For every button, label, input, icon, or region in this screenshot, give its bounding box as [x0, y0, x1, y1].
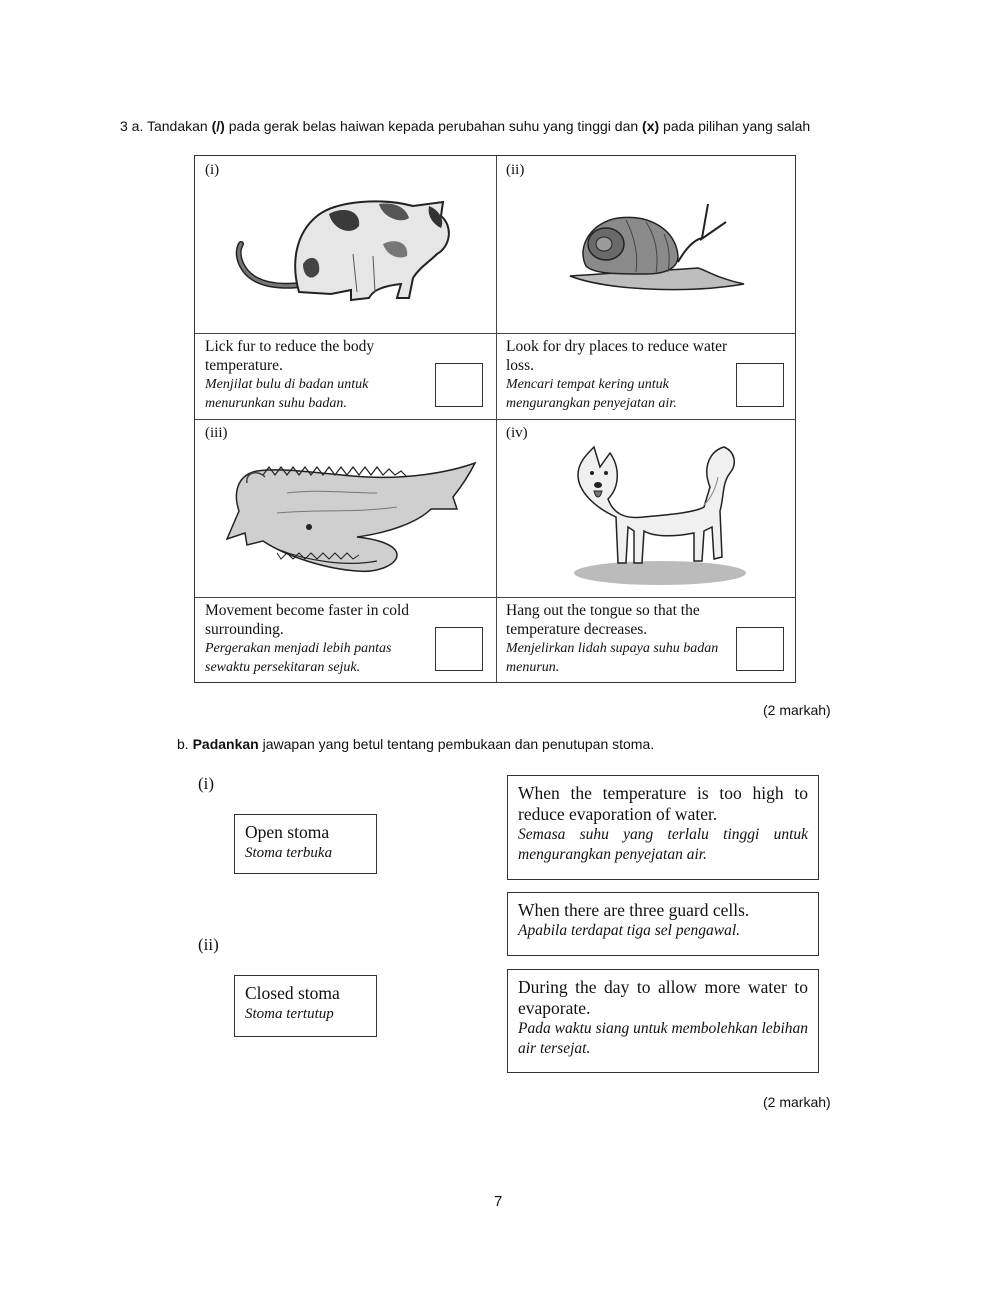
answer-box-ii[interactable]: [736, 363, 784, 407]
cell-ii-description: [496, 333, 797, 419]
snail-image: [566, 200, 746, 300]
option-my: Apabila terdapat tiga sel pengawal.: [518, 922, 741, 939]
cat-image: [233, 194, 463, 304]
question-3a-instruction: 3 a. Tandakan (/) pada gerak belas haiwan kepada perubahan suhu yang tinggi dan (x) pada pilihan yang salah: [120, 118, 811, 134]
page-number: 7: [494, 1193, 503, 1210]
cell-label: (i): [205, 162, 220, 178]
option-box-1[interactable]: [507, 775, 819, 880]
description-en: Movement become faster in cold surrounding.: [205, 602, 410, 638]
marks-3b: (2 markah): [763, 1094, 831, 1110]
description-my: Menjelirkan lidah supaya suhu badan menurun.: [506, 641, 719, 675]
item-my: Stoma tertutup: [245, 1006, 334, 1022]
answer-box-iv[interactable]: [736, 627, 784, 671]
open-stoma-box[interactable]: [234, 814, 377, 874]
cell-label: (iv): [506, 425, 528, 441]
description-en: Lick fur to reduce the body temperature.: [205, 338, 375, 374]
option-box-3[interactable]: [507, 969, 819, 1073]
cell-i-description: [195, 333, 496, 419]
item-label-i: (i): [198, 774, 215, 793]
closed-stoma-box[interactable]: [234, 975, 377, 1037]
description-en: Look for dry places to reduce water loss.: [506, 338, 728, 374]
marks-3a: (2 markah): [763, 702, 831, 718]
cell-i-image: [195, 156, 496, 333]
item-en: Open stoma: [245, 822, 330, 842]
option-en: When the temperature is too high to reduce evaporation of water.: [518, 783, 808, 824]
answer-box-i[interactable]: [435, 363, 483, 407]
cell-ii-image: [496, 156, 797, 333]
option-en: When there are three guard cells.: [518, 900, 750, 920]
cell-iv-image: [496, 419, 797, 597]
cell-iv-description: [496, 597, 797, 684]
description-my: Pergerakan menjadi lebih pantas sewaktu persekitaran sejuk.: [205, 641, 392, 675]
answer-box-iii[interactable]: [435, 627, 483, 671]
animal-response-table: [194, 155, 796, 683]
cell-iii-description: [195, 597, 496, 684]
crocodile-image: [217, 453, 479, 583]
cell-iii-image: [195, 419, 496, 597]
item-label-ii: (ii): [198, 935, 219, 954]
cell-label: (ii): [506, 162, 525, 178]
item-my: Stoma terbuka: [245, 845, 333, 861]
cell-label: (iii): [205, 425, 228, 441]
option-my: Pada waktu siang untuk membolehkan lebihan air tersejat.: [518, 1020, 808, 1057]
option-en: During the day to allow more water to evaporate.: [518, 977, 808, 1018]
option-box-2[interactable]: [507, 892, 819, 956]
description-en: Hang out the tongue so that the temperature decreases.: [506, 602, 700, 638]
question-3b-instruction: b. Padankan jawapan yang betul tentang pembukaan dan penutupan stoma.: [177, 736, 655, 752]
dog-image: [554, 427, 754, 589]
option-my: Semasa suhu yang terlalu tinggi untuk mengurangkan penyejatan air.: [518, 826, 808, 863]
description-my: Mencari tempat kering untuk mengurangkan penyejatan air.: [506, 377, 677, 411]
description-my: Menjilat bulu di badan untuk menurunkan suhu badan.: [205, 377, 369, 411]
item-en: Closed stoma: [245, 983, 340, 1003]
